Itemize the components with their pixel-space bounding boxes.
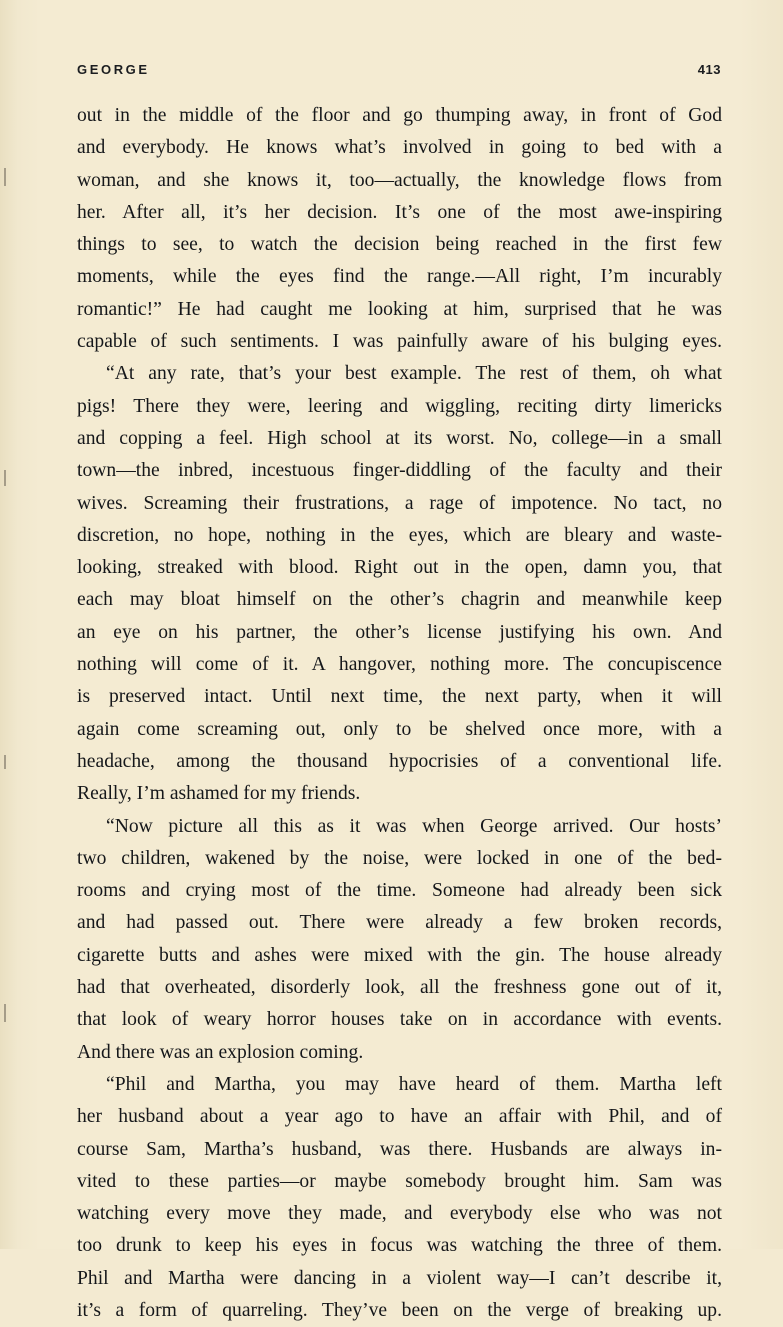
text-line: moments, while the eyes find the range.—All right, I’m incurably bbox=[77, 266, 722, 288]
text-line: things to see, to watch the decision being reached in the first few bbox=[77, 234, 722, 256]
text-line: headache, among the thousand hypocrisies of a conventional life. bbox=[77, 750, 722, 772]
text-line: too drunk to keep his eyes in focus was watching the three of them. bbox=[77, 1235, 722, 1257]
text-line: her. After all, it’s her decision. It’s one of the most awe-inspiring bbox=[77, 201, 722, 223]
text-line: that look of weary horror houses take on in accordance with events. bbox=[77, 1009, 722, 1031]
text-line: town—the inbred, incestuous finger-diddling of the faculty and their bbox=[77, 460, 722, 482]
margin-mark bbox=[4, 755, 6, 769]
paragraph bbox=[77, 811, 722, 1069]
text-line: Phil and Martha were dancing in a violent way—I can’t describe it, bbox=[77, 1267, 722, 1289]
text-line: it’s a form of quarreling. They’ve been on the verge of breaking up. bbox=[77, 1299, 722, 1321]
margin-mark bbox=[4, 1004, 6, 1022]
text-line: had that overheated, disorderly look, all the freshness gone out of it, bbox=[77, 977, 722, 999]
text-line: watching every move they made, and everybody else who was not bbox=[77, 1203, 722, 1225]
text-line: her husband about a year ago to have an affair with Phil, and of bbox=[77, 1106, 722, 1128]
text-line: and had passed out. There were already a few broken records, bbox=[77, 912, 722, 934]
text-line: romantic!” He had caught me looking at him, surprised that he was bbox=[77, 298, 722, 320]
text-line: Really, I’m ashamed for my friends. bbox=[77, 783, 361, 805]
margin-mark bbox=[4, 470, 6, 486]
text-line: and everybody. He knows what’s involved in going to bed with a bbox=[77, 137, 722, 159]
text-line: course Sam, Martha’s husband, was there. Husbands are always in- bbox=[77, 1138, 722, 1160]
text-line: capable of such sentiments. I was painfully aware of his bulging eyes. bbox=[77, 331, 722, 353]
text-line: an eye on his partner, the other’s license justifying his own. And bbox=[77, 621, 722, 643]
text-line: “Phil and Martha, you may have heard of them. Martha left bbox=[106, 1073, 722, 1095]
text-line: rooms and crying most of the time. Someone had already been sick bbox=[77, 880, 722, 902]
page-header bbox=[77, 62, 721, 86]
text-line: again come screaming out, only to be shelved once more, with a bbox=[77, 718, 722, 740]
text-line: is preserved intact. Until next time, the next party, when it will bbox=[77, 686, 722, 708]
paragraph bbox=[77, 100, 722, 358]
text-line: cigarette butts and ashes were mixed with the gin. The house already bbox=[77, 944, 722, 966]
paragraph bbox=[77, 358, 722, 810]
text-line: two children, wakened by the noise, were locked in one of the bed- bbox=[77, 847, 722, 869]
text-line: looking, streaked with blood. Right out in the open, damn you, that bbox=[77, 557, 722, 579]
text-line: discretion, no hope, nothing in the eyes, which are bleary and waste- bbox=[77, 524, 722, 546]
body-text bbox=[77, 100, 722, 1327]
text-line: vited to these parties—or maybe somebody brought him. Sam was bbox=[77, 1170, 722, 1192]
text-line: And there was an explosion coming. bbox=[77, 1041, 364, 1063]
text-line: “At any rate, that’s your best example. The rest of them, oh what bbox=[106, 363, 722, 385]
text-line: wives. Screaming their frustrations, a rage of impotence. No tact, no bbox=[77, 492, 722, 514]
page-number: 413 bbox=[697, 62, 721, 77]
text-line: “Now picture all this as it was when George arrived. Our hosts’ bbox=[106, 815, 722, 837]
text-line: pigs! There they were, leering and wiggling, reciting dirty limericks bbox=[77, 395, 722, 417]
text-line: out in the middle of the floor and go thumping away, in front of God bbox=[77, 105, 722, 126]
text-line: woman, and she knows it, too—actually, the knowledge flows from bbox=[77, 169, 722, 191]
text-line: and copping a feel. High school at its worst. No, college—in a small bbox=[77, 427, 722, 449]
margin-mark bbox=[4, 168, 6, 186]
text-line: nothing will come of it. A hangover, nothing more. The concupiscence bbox=[77, 654, 722, 676]
text-line: each may bloat himself on the other’s chagrin and meanwhile keep bbox=[77, 589, 722, 611]
paragraph bbox=[77, 1069, 722, 1327]
running-head: GEORGE bbox=[77, 62, 150, 77]
